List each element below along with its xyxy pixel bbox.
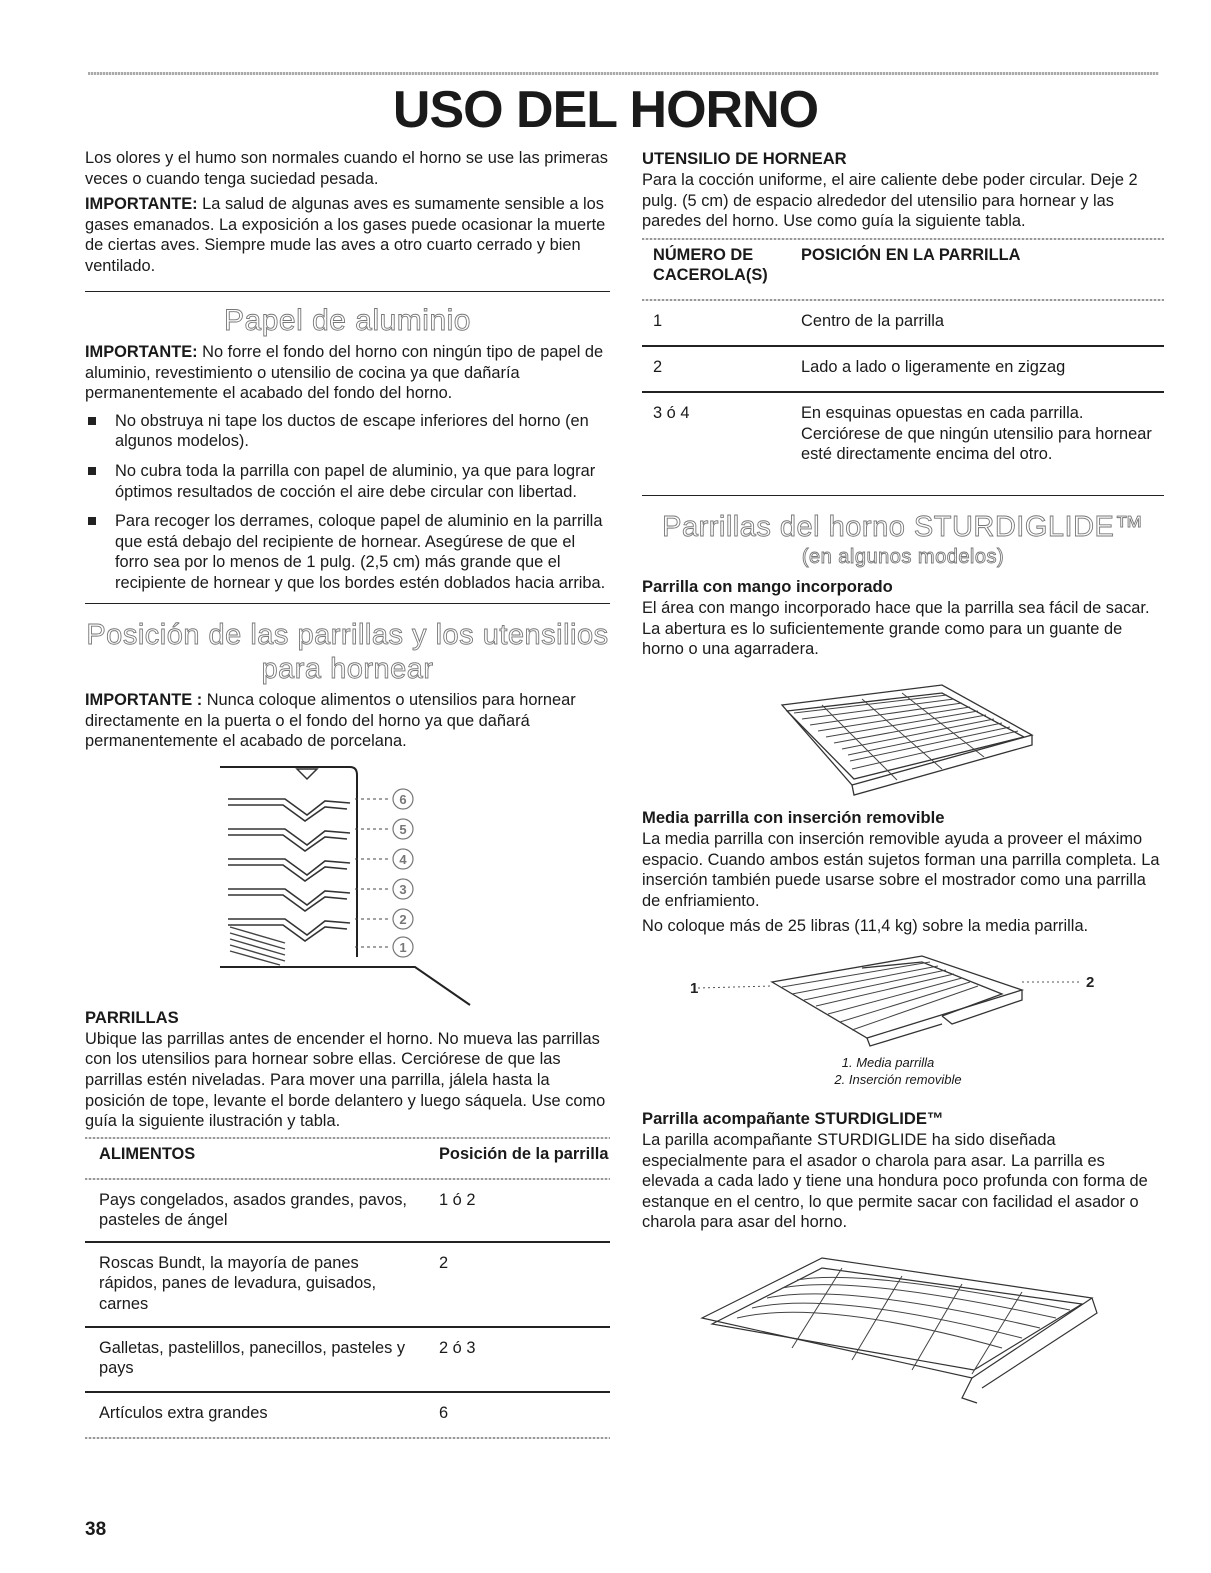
important-label: IMPORTANTE: [85,343,198,362]
list-item [85,461,610,502]
callout-1: 1 [690,980,699,997]
utensilio-text: Para la cocción uniforme, el aire caliente debe poder circular. Deje 2 pulg. (5 cm) de espacio alrededor del utensilio para hornear y las paredes del horno. Use como guía la siguiente tabla. [642,171,1138,231]
top-rule [88,72,1159,75]
table-top-rule [85,1137,610,1139]
rack-number-label: 6 [399,791,407,807]
table-cell: 1 ó 2 [439,1190,476,1209]
important-label: IMPORTANTE : [85,691,203,710]
table-cell: Centro de la parrilla [801,311,945,330]
figure-caption-1: 1. Media parrilla [841,1055,935,1070]
list-item [85,511,610,593]
table-top-rule [642,238,1164,240]
important-text: La salud de algunas aves es sumamente sensible a los gases emanados. La exposición a los gases puede ocasionar la muerte de ciertas aves. Siempre mude las aves a otro cuarto cerrado y bien ventilado. [85,195,606,275]
table-cell: 6 [439,1403,449,1422]
section-heading-sturdiglide: Parrillas del horno STURDIGLIDE™ [662,511,1144,544]
parrillas-text: Ubique las parrillas antes de encender el horno. No mueva las parrillas con los utensilios para hornear sobre ellas. Cerciórese de que las parrillas estén niveladas. Para mover una parrilla, jálela hasta la posición de tope, levante el borde delantero y luego sáquela. Use como guía la siguiente ilustración y tabla. [85,1029,606,1131]
section-heading-aluminio: Papel de aluminio [224,304,471,338]
acompanante-text: La parilla acompañante STURDIGLIDE ha sido diseñada especialmente para el asador o charola para asar. La parrilla es elevada a cada lado y tiene una hondura poco profunda con forma de estanque en el centro, lo que permite sacar con facilidad el asador o charola para asar del horno. [642,1131,1148,1232]
page-number: 38 [85,1519,107,1540]
table-row [85,1328,610,1391]
table-bottom-rule [85,1437,610,1439]
table-cell: Artículos extra grandes [99,1403,268,1422]
section-subheading: (en algunos modelos) [801,546,1005,569]
media-text: La media parrilla con inserción removible ayuda a proveer el máximo espacio. Cuando ambos están sujetos forman una parrilla completa. La inserción también puede usarse sobre el mostrador como una parrilla de enfriamiento. [642,830,1160,910]
bullet-icon [88,417,96,425]
media-weight-note: No coloque más de 25 libras (11,4 kg) sobre la media parrilla. [642,917,1089,936]
table-header: ALIMENTOS [99,1144,196,1163]
rack-number-label: 2 [399,911,407,927]
list-item [85,411,610,452]
mango-heading: Parrilla con mango incorporado [642,577,893,597]
half-rack-illustration [642,942,1164,1054]
aluminio-bullet-list [85,411,610,594]
divider [85,291,610,293]
parrillas-heading: PARRILLAS [85,1007,179,1027]
figure-caption-2: 2. Inserción removible [834,1072,962,1087]
table-row [85,1393,610,1438]
posicion-important [85,690,610,752]
intro-important [85,194,610,276]
list-item-text: No cubra toda la parrilla con papel de aluminio, ya que para lograr óptimos resultados de cocción el aire debe circular con libertad. [115,462,596,501]
table-header-row [85,1144,610,1164]
intro-paragraph: Los olores y el humo son normales cuando el horno se use las primeras veces o cuando tenga suciedad pesada. [85,149,608,188]
table-row [85,1243,610,1327]
list-item-text: Para recoger los derrames, coloque papel de aluminio en la parrilla que está debajo del recipiente de hornear. Asegúrese de que el forro sea por lo menos de 1 pulg. (2,5 cm) más grande que el recipiente de hornear y que los bordes estén doblados hacia arriba. [115,512,606,592]
utensilio-heading: UTENSILIO DE HORNEAR [642,149,847,168]
rack-number-label: 3 [399,881,407,897]
food-rack-position-table [85,1144,610,1437]
table-header: NÚMERO DE CACEROLA(S) [653,245,768,284]
table-header-row [642,245,1164,285]
important-text: No forre el fondo del horno con ningún tipo de papel de aluminio, revestimiento o utensilio de cocina ya que dañaría permanentemente el acabado del fondo del horno. [85,343,604,403]
divider [642,495,1164,497]
table-cell: En esquinas opuestas en cada parrilla. Cerciórese de que ningún utensilio para hornear esté directamente encima del otro. [801,403,1152,464]
table-cell: 2 [439,1253,449,1272]
rack-number-label: 5 [399,821,407,837]
table-cell: 2 ó 3 [439,1338,476,1357]
page-title: USO DEL HORNO [392,81,819,139]
acompanante-heading: Parrilla acompañante STURDIGLIDE™ [642,1109,944,1128]
table-cell: Lado a lado o ligeramente en zigzag [801,357,1066,376]
left-column [85,148,610,1439]
divider [85,603,610,605]
bullet-icon [88,517,96,525]
rack-number-label: 1 [399,939,407,955]
table-cell: 2 [653,357,663,376]
companion-rack-illustration [642,1238,1164,1408]
table-cell: Pays congelados, asados grandes, pavos, pasteles de ángel [99,1190,407,1230]
table-row [642,393,1164,495]
media-heading: Media parrilla con inserción removible [642,808,945,828]
table-row [642,347,1164,392]
table-cell: 3 ó 4 [653,403,690,422]
table-cell: Galletas, pastelillos, panecillos, pasteles y pays [99,1338,406,1378]
mango-text: El área con mango incorporado hace que la parrilla sea fácil de sacar. La abertura es lo suficientemente grande como para un guante de horno o una agarradera. [642,599,1150,659]
aluminio-important [85,342,610,404]
table-header: Posición de la parrilla [439,1144,609,1163]
bullet-icon [88,467,96,475]
table-row [642,301,1164,346]
important-text: Nunca coloque alimentos o utensilios para hornear directamente en la puerta o el fondo del horno ya que dañará permanentemente el acabado de porcelana. [85,691,576,751]
section-heading-posicion-line2: para hornear [261,653,434,686]
table-cell: Roscas Bundt, la mayoría de panes rápidos, panes de levadura, guisados, carnes [99,1253,377,1313]
right-column [642,148,1164,1408]
pan-position-table [642,245,1164,495]
important-label: IMPORTANTE: [85,195,198,214]
table-header: POSICIÓN EN LA PARRILLA [801,245,1021,264]
table-cell: 1 [653,311,663,330]
callout-2: 2 [1086,974,1095,991]
section-heading-posicion: Posición de las parrillas y los utensilios [86,619,609,652]
oven-rack-positions-illustration [85,757,610,1007]
rack-number-label: 4 [399,851,407,867]
rack-with-handle-illustration [642,665,1164,805]
list-item-text: No obstruya ni tape los ductos de escape inferiores del horno (en algunos modelos). [115,411,589,451]
table-row [85,1180,610,1241]
